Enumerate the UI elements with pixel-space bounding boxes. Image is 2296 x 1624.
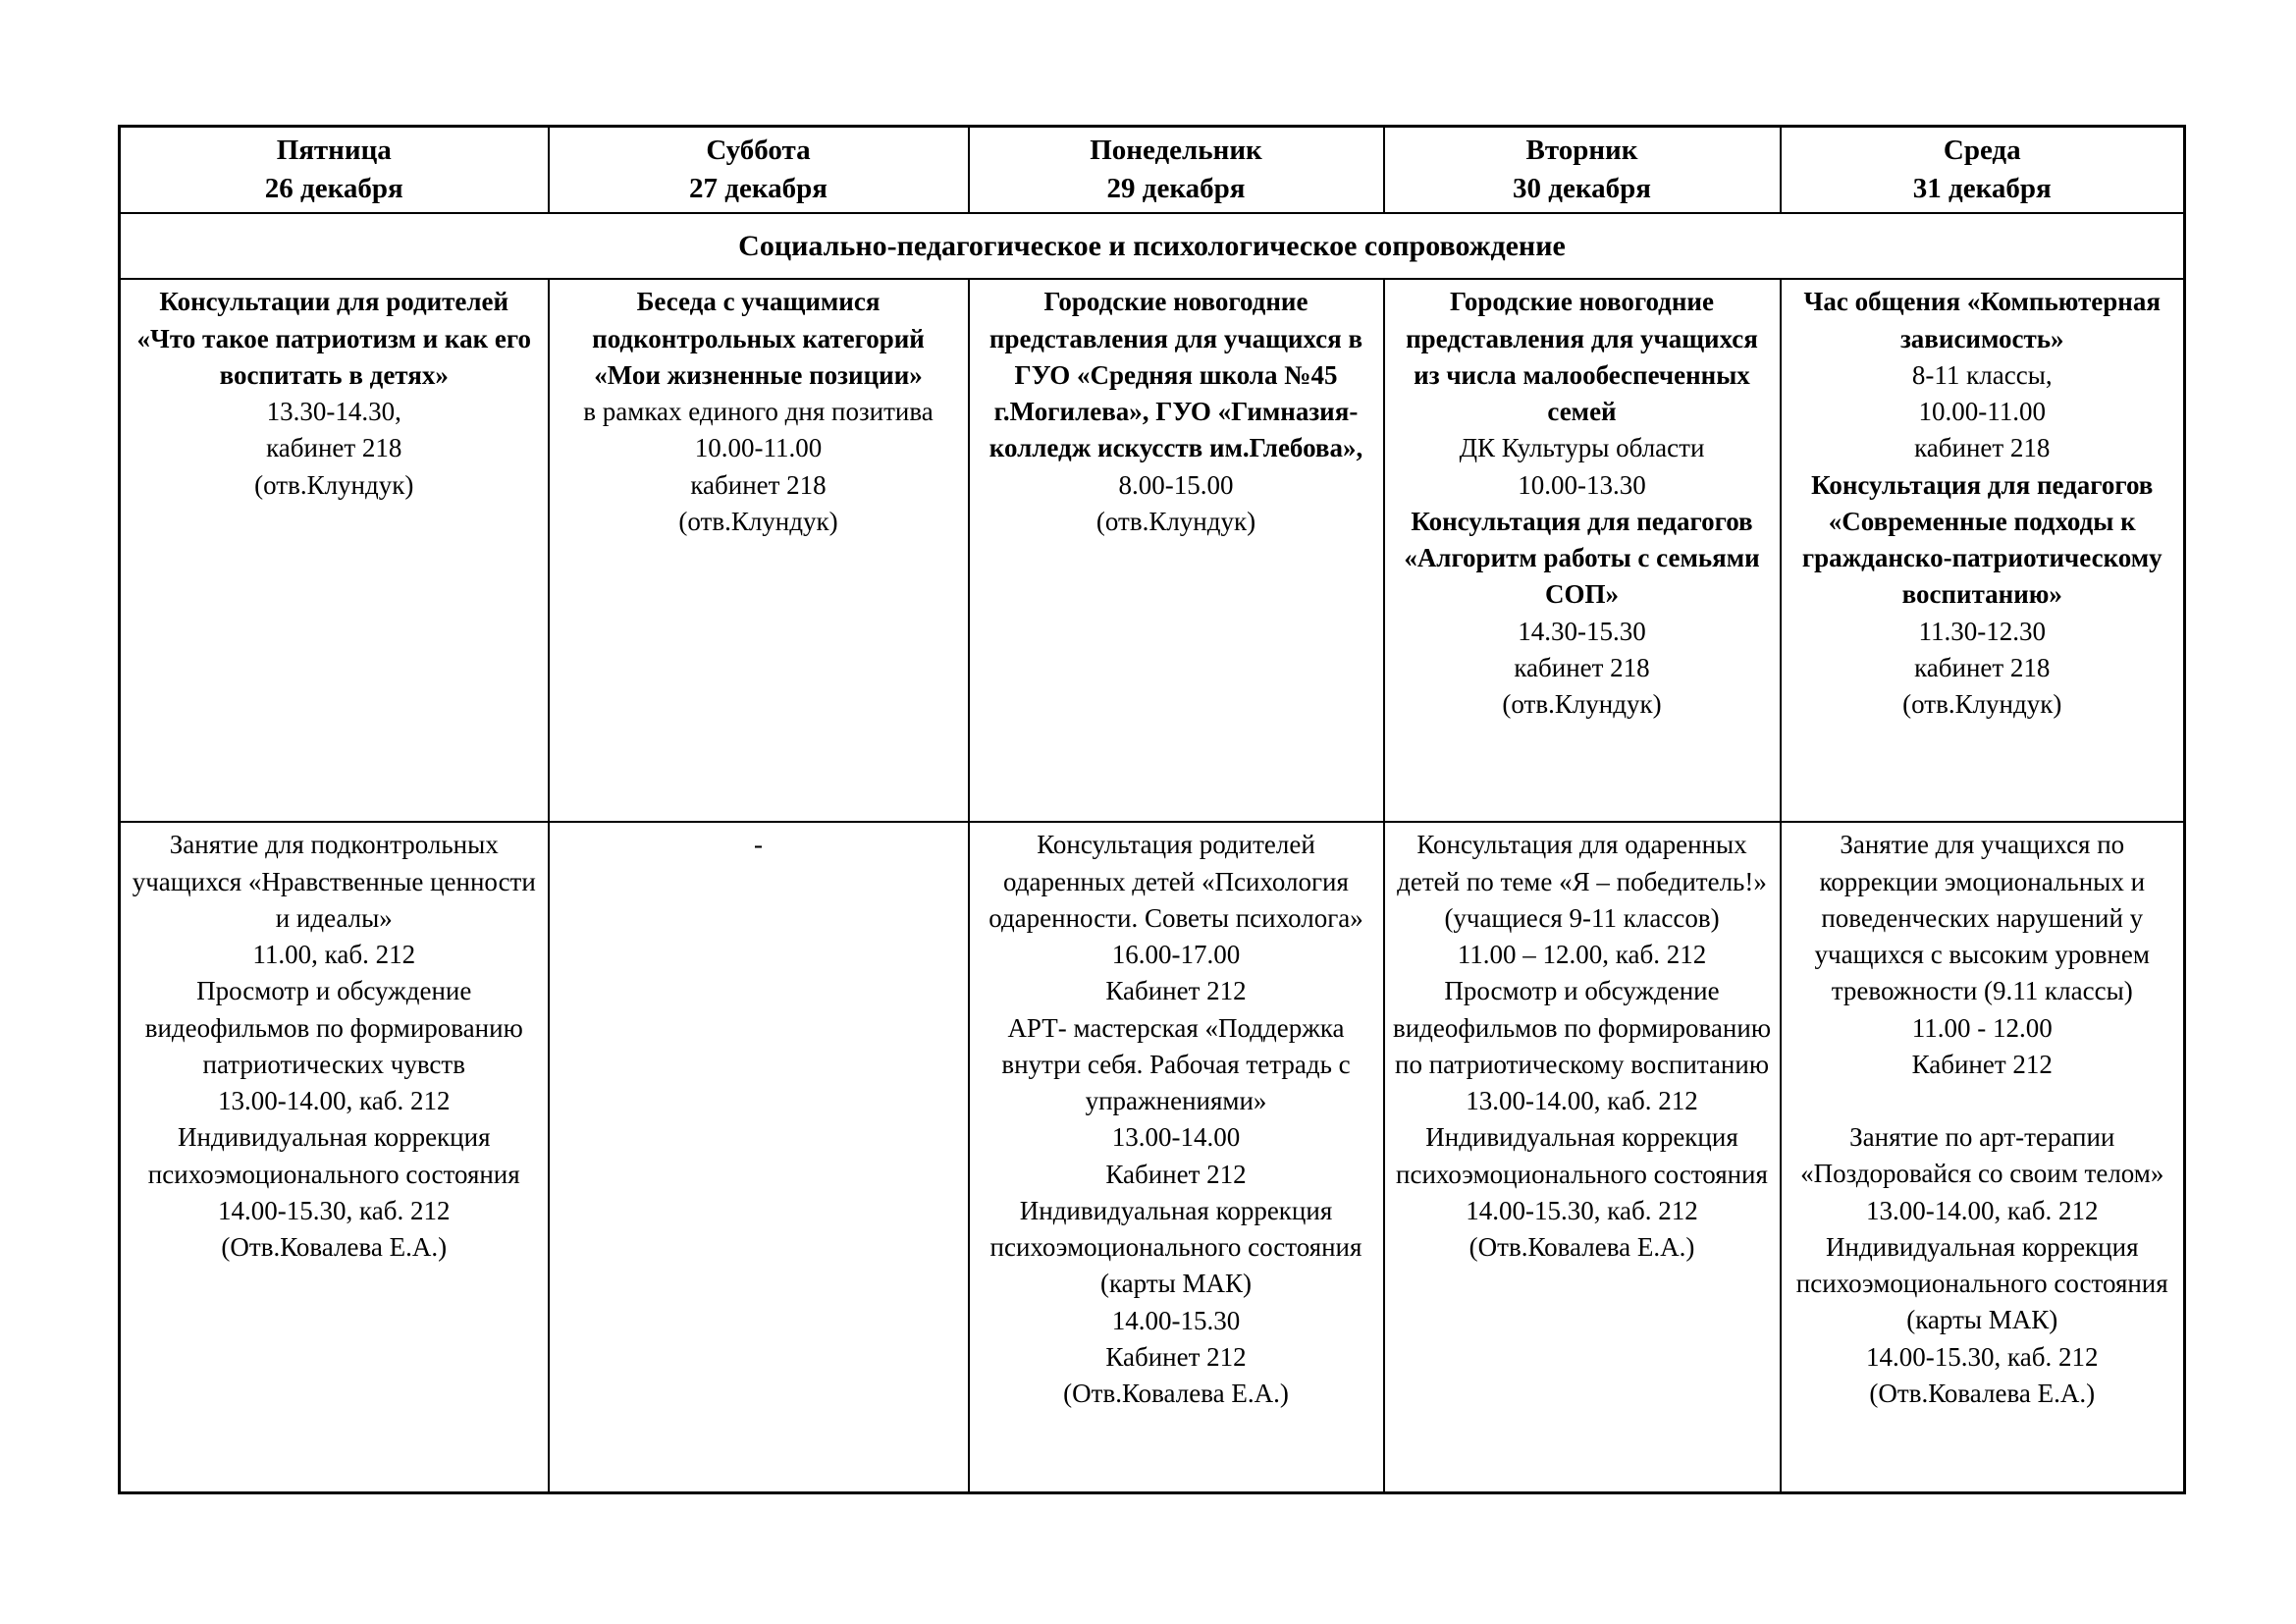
schedule-cell-r2-c3	[969, 822, 1384, 1492]
event-text: (Отв.Ковалева Е.А.)	[1063, 1379, 1289, 1409]
event-text: Индивидуальная коррекция психоэмоционального состояния (карты МАК)	[989, 1195, 1362, 1299]
event-text: -	[754, 830, 763, 860]
schedule-cell-r2-c1	[120, 822, 549, 1492]
event-text: (отв.Клундук)	[678, 506, 838, 536]
event-text: Консультация для педагогов «Алгоритм работы с семьями СОП»	[1404, 506, 1760, 610]
event-text: Консультации для родителей «Что такое патриотизм и как его воспитать в детях»	[136, 287, 531, 390]
event-text: Городские новогодние представления для учащихся в ГУО «Средняя школа №45 г.Могилева», ГУО «Гимназия-колледж искусств им.Глебова»,	[988, 287, 1363, 463]
event-text: 13.30-14.30,	[266, 397, 401, 427]
header-cell-wednesday	[1781, 127, 2185, 214]
schedule-body	[120, 279, 2185, 1492]
table-row	[120, 279, 2185, 822]
event-text: Кабинет 212	[1911, 1049, 2053, 1079]
event-text: 10.00-13.30	[1518, 469, 1646, 500]
event-text: Кабинет 212	[1105, 1159, 1247, 1189]
event-text: Беседа с учащимися подконтрольных категорий «Мои жизненные позиции»	[592, 287, 925, 390]
section-title: Социально-педагогическое и психологическое сопровождение	[120, 213, 2185, 279]
event-text: (отв.Клундук)	[1502, 689, 1662, 720]
event-text: 13.00-14.00, каб. 212	[1466, 1086, 1698, 1116]
schedule-cell-r2-c5	[1781, 822, 2185, 1492]
event-text: Занятие для подконтрольных учащихся «Нравственные ценности и идеалы»	[132, 830, 536, 933]
event-text: 14.30-15.30	[1518, 616, 1646, 646]
event-text: 14.00-15.30, каб. 212	[1466, 1195, 1698, 1225]
header-cell-saturday	[549, 127, 969, 214]
event-text: (отв.Клундук)	[254, 469, 414, 500]
event-text: 13.00-14.00, каб. 212	[218, 1086, 451, 1116]
event-text: АРТ- мастерская «Поддержка внутри себя. Рабочая тетрадь с упражнениями»	[1001, 1012, 1351, 1116]
event-text: (Отв.Ковалева Е.А.)	[1468, 1232, 1695, 1263]
event-text: (отв.Клундук)	[1902, 689, 2062, 720]
event-text: 16.00-17.00	[1111, 940, 1241, 970]
event-text: 13.00-14.00	[1111, 1122, 1241, 1153]
event-text: Просмотр и обсуждение видеофильмов по формированию патриотических чувств	[144, 976, 523, 1079]
day-date: 30 декабря	[1513, 173, 1651, 205]
schedule-cell-r1-c5	[1781, 279, 2185, 822]
schedule-table	[118, 125, 2186, 1494]
schedule-cell-r1-c2	[549, 279, 969, 822]
event-text: Консультация для педагогов «Современные подходы к гражданско-патриотическому воспитанию»	[1801, 469, 2163, 610]
day-name: Пятница	[276, 135, 392, 166]
event-text: Индивидуальная коррекция психоэмоционального состояния	[147, 1122, 520, 1189]
event-text: 13.00-14.00, каб. 212	[1866, 1195, 2099, 1225]
header-cell-monday	[969, 127, 1384, 214]
event-text: 8.00-15.00	[1118, 469, 1234, 500]
event-text: 14.00-15.30	[1111, 1305, 1241, 1335]
day-name: Суббота	[706, 135, 811, 166]
schedule-cell-r1-c4	[1384, 279, 1781, 822]
event-text: Просмотр и обсуждение видеофильмов по формированию по патриотическому воспитанию	[1392, 976, 1771, 1079]
event-text: Кабинет 212	[1105, 1341, 1247, 1372]
table-row	[120, 822, 2185, 1492]
event-text: 8-11 классы,	[1911, 359, 2053, 390]
day-date: 31 декабря	[1912, 173, 2052, 205]
event-text: ДК Культуры области	[1459, 433, 1705, 463]
event-text: (отв.Клундук)	[1095, 506, 1256, 536]
event-text: (Отв.Ковалева Е.А.)	[221, 1232, 448, 1263]
day-date: 29 декабря	[1106, 173, 1246, 205]
event-text: Кабинет 212	[1105, 976, 1247, 1006]
event-text: Занятие для учащихся по коррекции эмоциональных и поведенческих нарушений у учащихся с высоким уровнем тревожности (9.11 классы)	[1814, 830, 2150, 1006]
schedule-cell-r1-c3	[969, 279, 1384, 822]
header-row	[120, 127, 2185, 214]
event-text: кабинет 218	[1914, 433, 2051, 463]
event-text: Занятие по арт-терапии «Поздоровайся со своим телом»	[1800, 1122, 2164, 1189]
day-name: Вторник	[1525, 135, 1638, 166]
day-name: Среда	[1943, 135, 2021, 166]
event-text: кабинет 218	[1914, 652, 2051, 682]
schedule-cell-r2-c2	[549, 822, 969, 1492]
header-cell-friday	[120, 127, 549, 214]
event-text: кабинет 218	[266, 433, 402, 463]
day-name: Понедельник	[1090, 135, 1262, 166]
header-cell-tuesday	[1384, 127, 1781, 214]
day-date: 27 декабря	[689, 173, 828, 205]
event-text: кабинет 218	[690, 469, 827, 500]
event-text: Индивидуальная коррекция психоэмоционального состояния	[1396, 1122, 1768, 1189]
section-row	[120, 213, 2185, 279]
event-text: 10.00-11.00	[1918, 397, 2046, 427]
event-text: 14.00-15.30, каб. 212	[1866, 1341, 2099, 1372]
event-text: Индивидуальная коррекция психоэмоционального состояния (карты МАК)	[1795, 1231, 2168, 1335]
schedule-cell-r2-c4	[1384, 822, 1781, 1492]
event-text: (Отв.Ковалева Е.А.)	[1869, 1378, 2096, 1408]
event-text: кабинет 218	[1514, 652, 1650, 682]
event-text: Час общения «Компьютерная зависимость»	[1803, 287, 2161, 353]
schedule-cell-r1-c1	[120, 279, 549, 822]
event-text: Консультация родителей одаренных детей «Психология одаренности. Советы психолога»	[988, 830, 1363, 933]
event-text: в рамках единого дня позитива	[583, 397, 934, 427]
event-text: 10.00-11.00	[694, 433, 823, 463]
day-date: 26 декабря	[264, 173, 403, 205]
event-text	[1789, 1083, 2176, 1119]
event-text: Городские новогодние представления для учащихся из числа малообеспеченных семей	[1406, 287, 1758, 427]
event-text: 11.00, каб. 212	[252, 940, 416, 970]
event-text: 14.00-15.30, каб. 212	[218, 1195, 451, 1225]
event-text: 11.00 – 12.00, каб. 212	[1457, 940, 1707, 970]
event-text: 11.30-12.30	[1918, 616, 2046, 646]
event-text: 11.00 - 12.00	[1911, 1012, 2053, 1043]
event-text: Консультация для одаренных детей по теме «Я – победитель!» (учащиеся 9-11 классов)	[1397, 830, 1767, 933]
